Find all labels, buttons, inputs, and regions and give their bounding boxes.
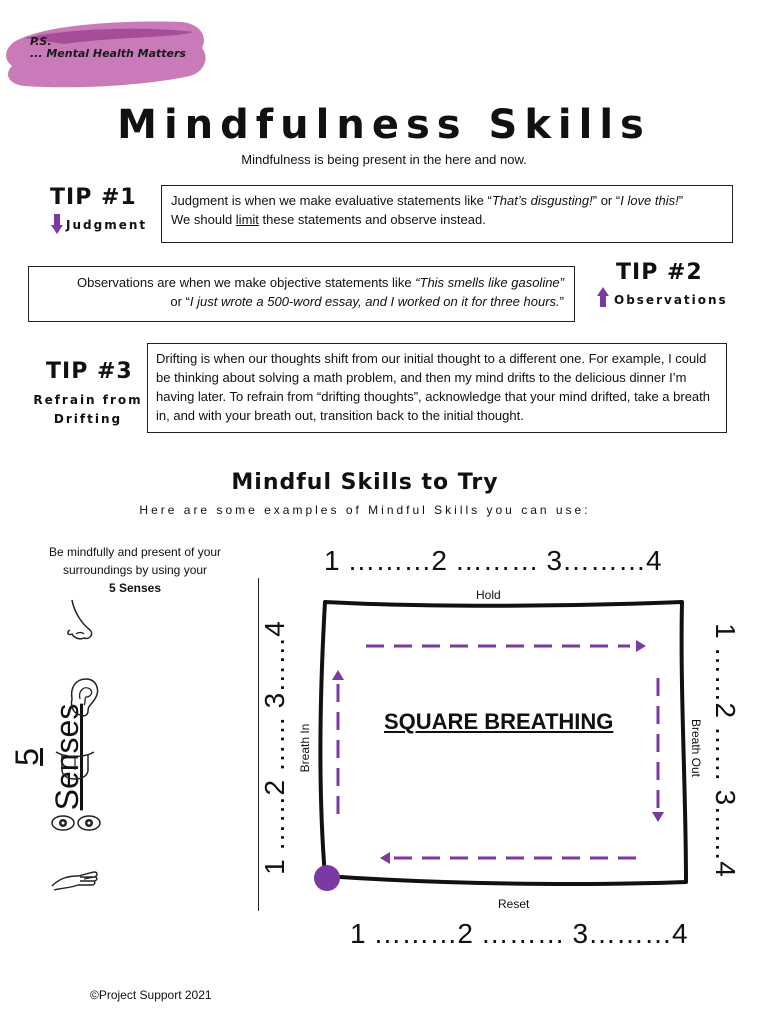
tip-1-text-c: ” bbox=[678, 193, 684, 208]
tip-3-title: TIP #3 bbox=[46, 359, 133, 384]
tip-2-line2-b: ” bbox=[559, 294, 564, 309]
tip-2-emphasis-2: I just wrote a 500-word essay, and I worked on it for three hours. bbox=[189, 294, 560, 309]
eyes-icon bbox=[50, 812, 104, 834]
tip-1-title: TIP #1 bbox=[50, 185, 137, 210]
tongue-icon bbox=[54, 746, 96, 786]
breath-out-label: Breath Out bbox=[689, 718, 703, 778]
nose-icon bbox=[60, 598, 100, 644]
section-title: Mindful Skills to Try bbox=[231, 470, 499, 495]
start-dot bbox=[314, 865, 340, 891]
tip-3-label bbox=[26, 391, 150, 429]
tip-2-line-2 bbox=[39, 292, 564, 311]
hold-label: Hold bbox=[476, 588, 501, 602]
page-title: Mindfulness Skills bbox=[117, 102, 651, 148]
logo-line-1: P.S. bbox=[30, 35, 52, 48]
tip-2-line1-a: Observations are when we make objective statements like bbox=[77, 275, 416, 290]
tip-1-line-2 bbox=[171, 210, 723, 229]
tip-1-emphasis-1: That’s disgusting! bbox=[491, 193, 593, 208]
breath-in-label: Breath In bbox=[298, 723, 312, 773]
logo-line-2: ... Mental Health Matters bbox=[30, 47, 186, 60]
tip-3-label-line-2: Drifting bbox=[53, 412, 123, 426]
footer-copyright: ©Project Support 2021 bbox=[90, 988, 212, 1002]
right-count: 1 ……2 …… 3……4 bbox=[710, 623, 741, 877]
bottom-count: 1 ………2 ……… 3………4 bbox=[350, 918, 688, 949]
tip-2-line-1 bbox=[39, 273, 564, 292]
breathing-square bbox=[300, 590, 710, 900]
tip-1-text-b: ” or “ bbox=[592, 193, 621, 208]
tip-1-box bbox=[161, 185, 733, 243]
senses-intro-line-2: surroundings by using your bbox=[62, 563, 208, 577]
page-subtitle: Mindfulness is being present in the here and now. bbox=[241, 152, 527, 167]
square-breathing-title: SQUARE BREATHING bbox=[384, 709, 614, 734]
section-subtitle: Here are some examples of Mindful Skills you can use: bbox=[139, 503, 591, 517]
senses-vertical-label bbox=[7, 697, 85, 817]
tip-2-label: Observations bbox=[614, 293, 728, 307]
senses-intro-bold: 5 Senses bbox=[108, 581, 162, 595]
tip-1-line-1 bbox=[171, 191, 723, 210]
logo-text bbox=[30, 36, 186, 60]
tip-2-title: TIP #2 bbox=[616, 260, 703, 285]
top-count: 1 ………2 ……… 3………4 bbox=[324, 545, 662, 576]
tip-1-line2-a: We should bbox=[171, 212, 236, 227]
tip-1-underline: limit bbox=[235, 212, 259, 227]
senses-intro bbox=[20, 543, 250, 597]
arrow-up-icon bbox=[597, 287, 609, 307]
arrow-down-icon bbox=[51, 214, 63, 234]
senses-vertical-text: 5 Senses bbox=[9, 703, 85, 811]
tip-3-label-line-1: Refrain from bbox=[33, 393, 143, 407]
ear-icon bbox=[62, 675, 102, 721]
tip-3-box bbox=[147, 343, 727, 433]
tip-2-emphasis-1: “This smells like gasoline” bbox=[415, 275, 564, 290]
tip-1-emphasis-2: I love this! bbox=[620, 193, 679, 208]
tip-1-text-a: Judgment is when we make evaluative statements like “ bbox=[171, 193, 492, 208]
senses-intro-line-1: Be mindfully and present of your bbox=[48, 545, 222, 559]
left-count: 1 ……2 …… 3……4 bbox=[259, 621, 290, 875]
tip-1-label: Judgment bbox=[66, 218, 148, 232]
tip-3-text: Drifting is when our thoughts shift from our initial thought to a different one. For example, I could be thinking about solving a math problem, and then my mind drifts to the delicious dinner I’m having later. To refrain from “drifting thoughts”, acknowledge that your mind drifted, take a breath in, and with your breath out, transition back to the initial thought. bbox=[156, 351, 711, 423]
reset-label: Reset bbox=[498, 897, 530, 911]
hand-icon bbox=[50, 864, 100, 892]
tip-1-line2-b: these statements and observe instead. bbox=[258, 212, 486, 227]
tip-2-box bbox=[28, 266, 575, 322]
tip-2-line2-a: or “ bbox=[170, 294, 190, 309]
